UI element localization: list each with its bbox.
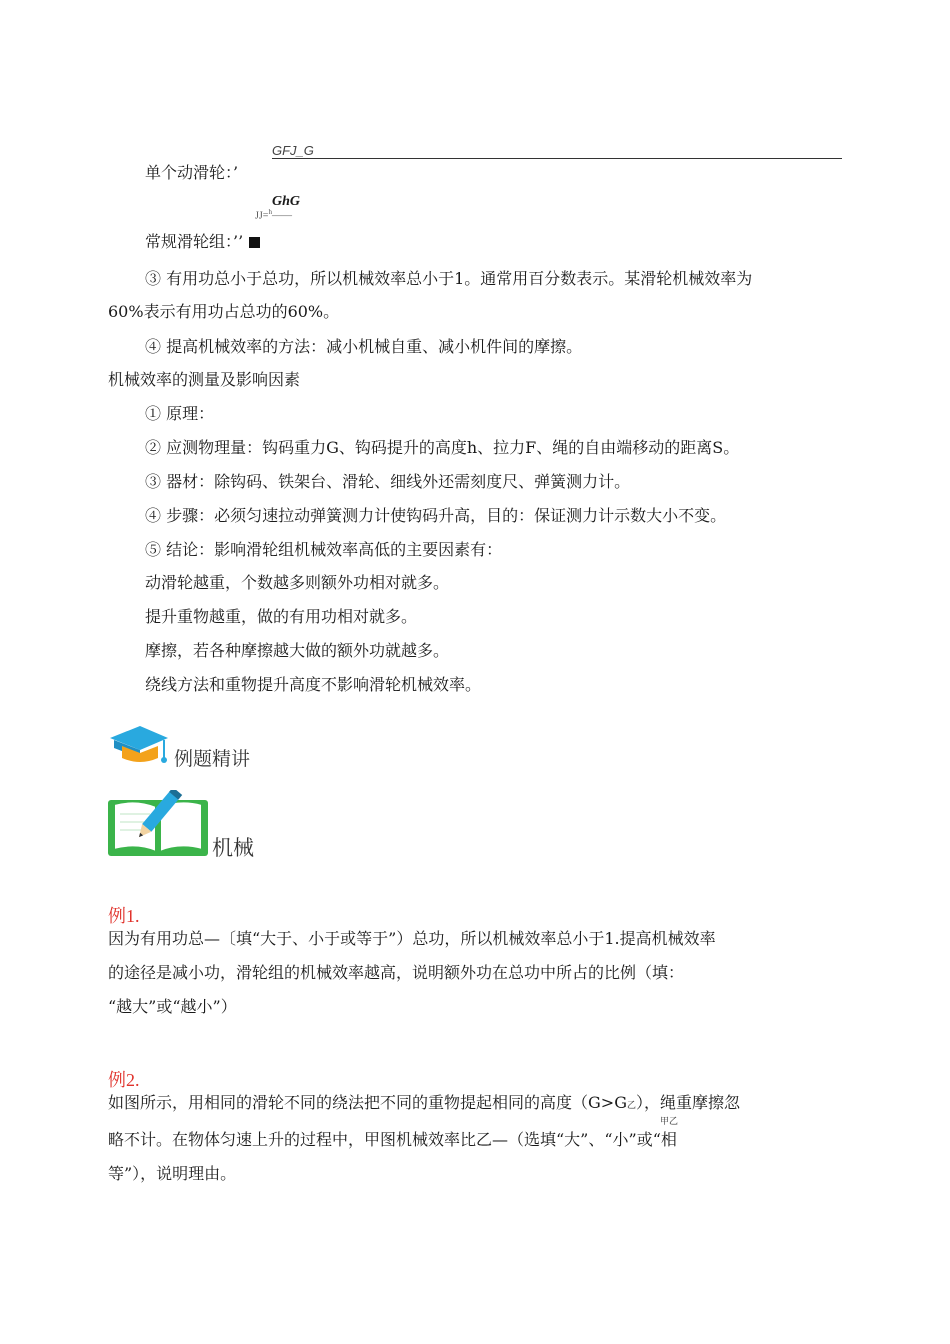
example-1-line2: 的途径是减小功，滑轮组的机械效率越高，说明额外功在总功中所占的比例（填： [108, 963, 685, 982]
group-pulley-label: 常规滑轮组：’’ [145, 232, 260, 252]
measure-3: ③ 器材：除钩码、铁架台、滑轮、细线外还需刻度尺、弹簧测力计。 [145, 472, 631, 491]
formula-group-numerator: GhG [272, 194, 301, 209]
black-square-icon [249, 237, 260, 248]
example-2-subscript: 甲乙 [660, 1117, 679, 1127]
example-2-line3: 等”），说明理由。 [108, 1164, 237, 1183]
measure-1: ① 原理： [145, 404, 215, 423]
single-pulley-label: 单个动滑轮：’ [145, 163, 239, 182]
book-section-title: 机械 [212, 836, 254, 860]
conclusion-3: 摩擦，若各种摩擦越大做的额外功就越多。 [145, 641, 450, 660]
para-3-line1: ③ 有用功总小于总功，所以机械效率总小于1。通常用百分数表示。某滑轮机械效率为 [145, 269, 753, 288]
heading-measurement: 机械效率的测量及影响因素 [108, 370, 301, 389]
example-1-line1: 因为有用功总—〔填“大于、小于或等于”）总功，所以机械效率总小于1.提高机械效率 [108, 929, 716, 948]
example-2-line1: 如图所示，用相同的滑轮不同的绕法把不同的重物提起相同的高度（G>G乙），绳重摩擦忽 [108, 1093, 741, 1112]
open-book-icon [106, 790, 210, 860]
fraction-rule [272, 158, 842, 159]
example-1-line3: “越大”或“越小”） [108, 997, 237, 1016]
graduation-cap-icon [106, 722, 170, 770]
examples-section-title: 例题精讲 [174, 748, 251, 770]
example-2-line2: 略不计。在物体匀速上升的过程中，甲图机械效率比乙—（选填“大”、“小”或“相 [108, 1130, 677, 1149]
measure-5: ⑤ 结论：影响滑轮组机械效率高低的主要因素有： [145, 540, 503, 559]
example-1-label: 例1. [108, 906, 140, 926]
para-4: ④ 提高机械效率的方法：减小机械自重、减小机件间的摩擦。 [145, 337, 583, 356]
example-2-label: 例2. [108, 1070, 140, 1090]
para-3-line2: 60%表示有用功占总功的60%。 [108, 302, 340, 321]
formula-group-eta: JJ=$^h$—— [255, 208, 292, 222]
measure-4: ④ 步骤：必须匀速拉动弹簧测力计使钩码升高，目的：保证测力计示数大小不变。 [145, 506, 727, 525]
measure-2: ② 应测物理量：钩码重力G、钩码提升的高度h、拉力F、绳的自由端移动的距离S。 [145, 438, 740, 457]
conclusion-4: 绕线方法和重物提升高度不影响滑轮机械效率。 [145, 675, 482, 694]
formula-single-numerator: GFJ_G [272, 143, 314, 158]
conclusion-2: 提升重物越重，做的有用功相对就多。 [145, 607, 418, 626]
conclusion-1: 动滑轮越重，个数越多则额外功相对就多。 [145, 573, 450, 592]
